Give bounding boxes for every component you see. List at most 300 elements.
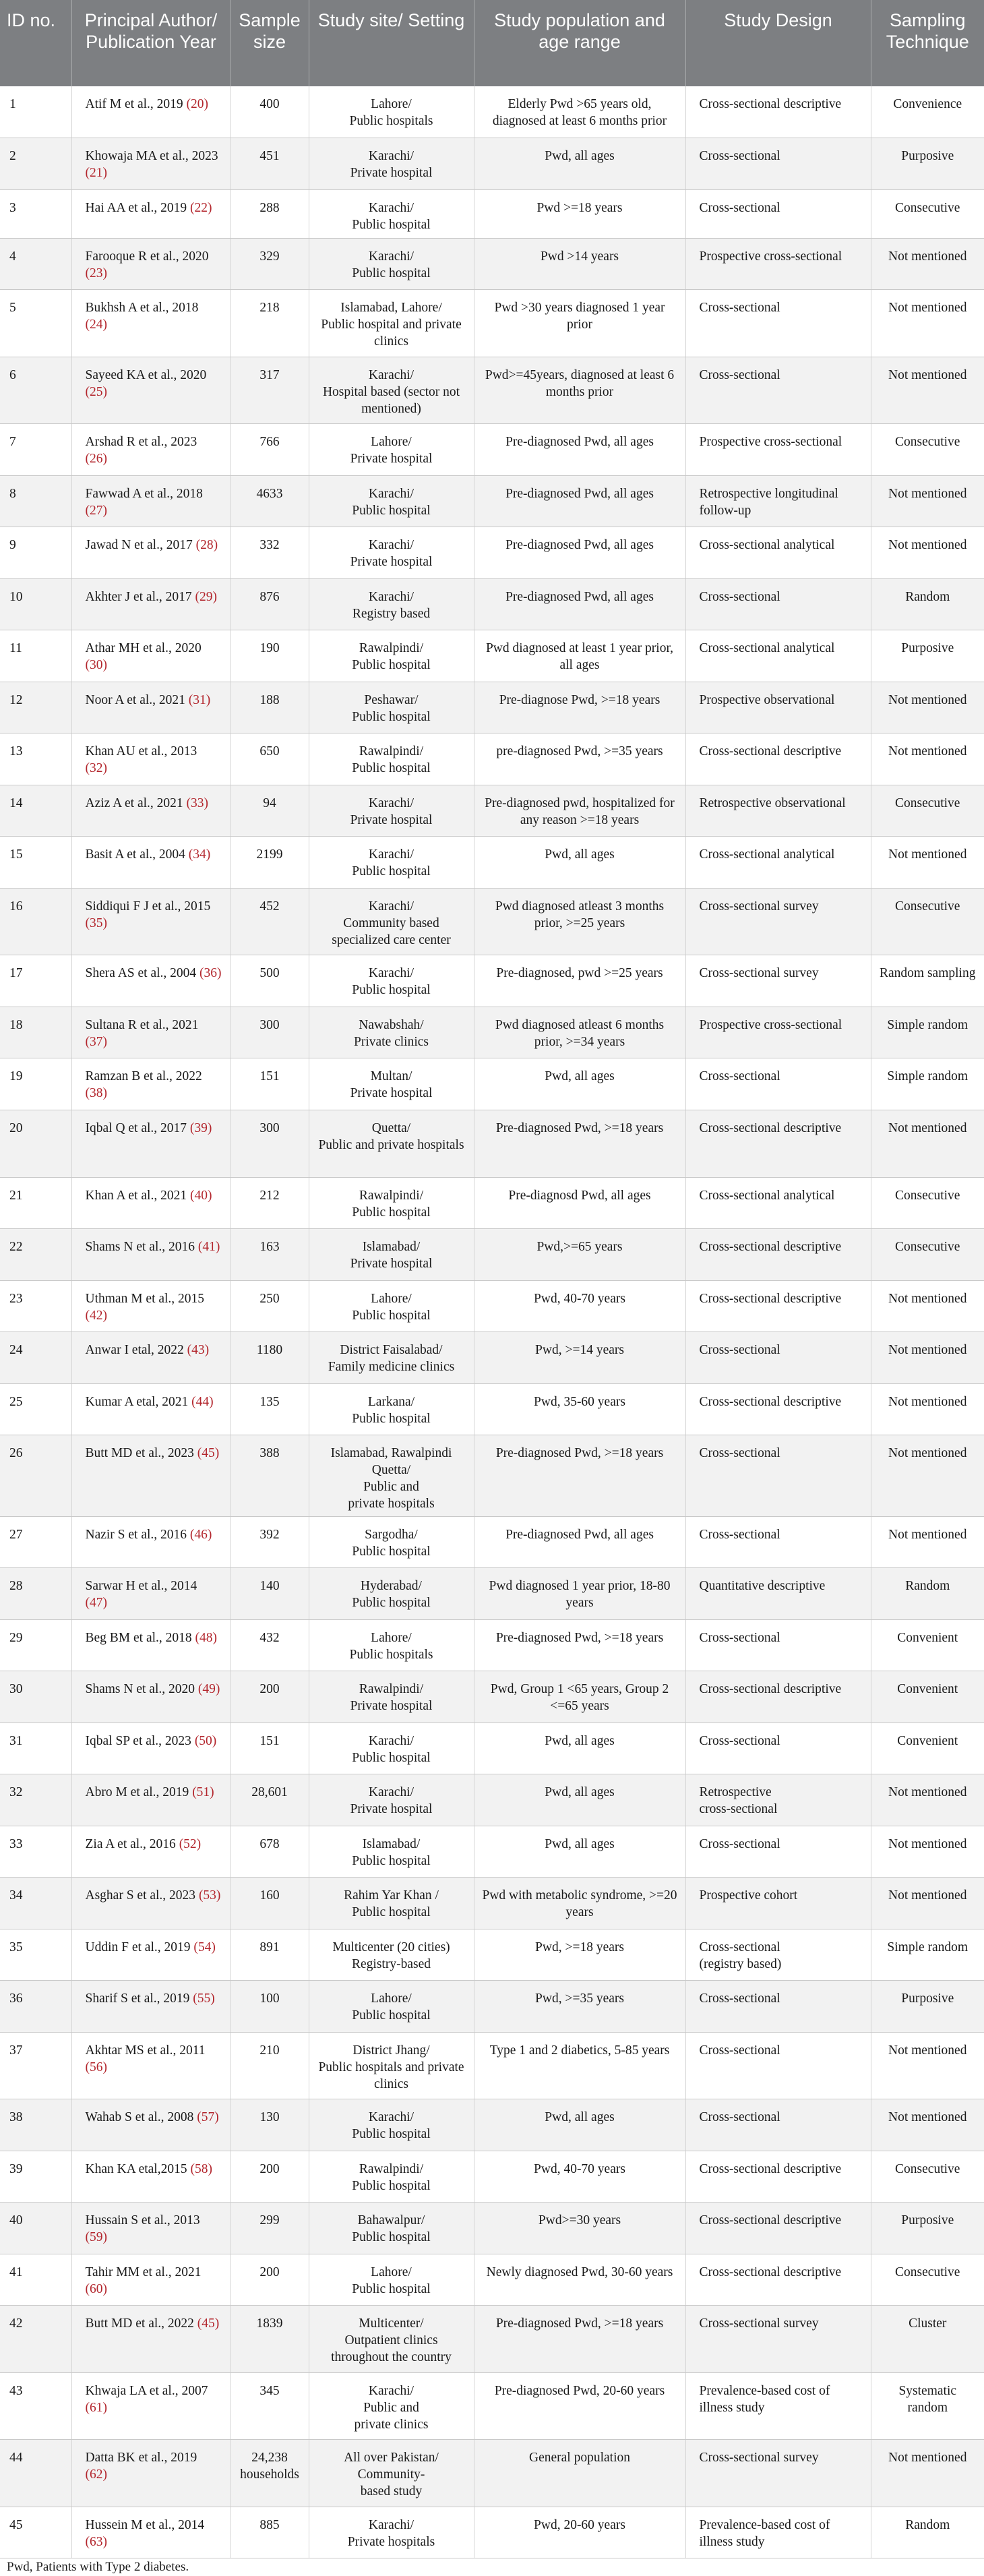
table-row	[0, 2439, 984, 2507]
cell-id: 42	[0, 2305, 71, 2372]
cell-design: Cross-sectional	[685, 189, 871, 238]
reference-link[interactable]: (20)	[186, 97, 209, 111]
author-text: Nazir S et al., 2016	[85, 1527, 187, 1542]
author-text: Uddin F et al., 2019	[85, 1940, 191, 1954]
cell-study-site: Karachi/ Private hospital	[309, 527, 474, 578]
cell-sampling: Not mentioned	[871, 836, 984, 888]
cell-study-site: Lahore/ Public hospitals	[309, 1619, 474, 1671]
cell-study-site: District Jhang/ Public hospitals and private clinics	[309, 2032, 474, 2099]
reference-link[interactable]: (58)	[190, 2161, 212, 2176]
author-text: Sultana R et al., 2021	[85, 1017, 199, 1032]
cell-design: Cross-sectional	[685, 1826, 871, 1877]
cell-design: Cross-sectional	[685, 1331, 871, 1383]
reference-link[interactable]: (63)	[85, 2534, 107, 2549]
cell-sampling: Consecutive	[871, 785, 984, 836]
cell-sampling: Convenient	[871, 1671, 984, 1723]
cell-population: Pwd >14 years	[474, 238, 685, 289]
reference-link[interactable]: (43)	[187, 1342, 210, 1357]
reference-link[interactable]: (27)	[85, 503, 107, 518]
cell-sample-size: 1839	[230, 2305, 309, 2372]
cell-design: Cross-sectional descriptive	[685, 2254, 871, 2305]
author-text: Khan KA etal,2015	[85, 2161, 187, 2176]
cell-population: Pwd, 40-70 years	[474, 1280, 685, 1331]
cell-study-site: Sargodha/ Public hospital	[309, 1516, 474, 1567]
cell-sample-size: 452	[230, 888, 309, 955]
cell-id: 38	[0, 2099, 71, 2151]
cell-population: Pwd, all ages	[474, 1723, 685, 1774]
table-row	[0, 357, 984, 423]
table-footnote: Pwd, Patients with Type 2 diabetes.	[7, 2560, 189, 2574]
cell-sample-size: 451	[230, 138, 309, 189]
cell-design: Cross-sectional	[685, 578, 871, 630]
table-row	[0, 1007, 984, 1058]
cell-author	[71, 2151, 230, 2202]
reference-link[interactable]: (45)	[197, 2316, 220, 2331]
reference-link[interactable]: (48)	[195, 1630, 218, 1645]
cell-author	[71, 2254, 230, 2305]
cell-author	[71, 1435, 230, 1516]
cell-population: Pwd, all ages	[474, 1058, 685, 1110]
cell-study-site: Karachi/ Public hospital	[309, 836, 474, 888]
cell-population: Pre-diagnosed pwd, hospitalized for any reason >=18 years	[474, 785, 685, 836]
cell-id: 26	[0, 1435, 71, 1516]
cell-id: 9	[0, 527, 71, 578]
table-row	[0, 1671, 984, 1723]
reference-link[interactable]: (45)	[197, 1445, 220, 1460]
cell-sample-size: 100	[230, 1980, 309, 2032]
cell-design: Quantitative descriptive	[685, 1567, 871, 1619]
author-text: Butt MD et al., 2022	[85, 2316, 194, 2331]
cell-population: Pre-diagnosed Pwd, all ages	[474, 1516, 685, 1567]
cell-sample-size: 332	[230, 527, 309, 578]
cell-id: 6	[0, 357, 71, 423]
reference-link[interactable]: (23)	[85, 266, 107, 280]
cell-design: Cross-sectional descriptive	[685, 1671, 871, 1723]
cell-study-site: Karachi/ Public hospital	[309, 2099, 474, 2151]
cell-study-site: Islamabad, Rawalpindi Quetta/ Public and private hospitals	[309, 1435, 474, 1516]
cell-sampling: Purposive	[871, 2202, 984, 2254]
reference-link[interactable]: (57)	[197, 2109, 219, 2124]
cell-population: Elderly Pwd >65 years old, diagnosed at least 6 months prior	[474, 86, 685, 138]
cell-id: 7	[0, 423, 71, 475]
cell-author	[71, 630, 230, 682]
cell-population: Pre-diagnosed Pwd, all ages	[474, 578, 685, 630]
cell-sampling: Not mentioned	[871, 1110, 984, 1177]
cell-id: 21	[0, 1177, 71, 1228]
cell-sampling: Random	[871, 1567, 984, 1619]
table-row	[0, 733, 984, 785]
cell-population: Pwd >=18 years	[474, 189, 685, 238]
cell-design: Cross-sectional survey	[685, 2439, 871, 2507]
cell-sample-size: 218	[230, 289, 309, 357]
table-row	[0, 2032, 984, 2099]
cell-author	[71, 733, 230, 785]
cell-sample-size: 210	[230, 2032, 309, 2099]
cell-sample-size: 392	[230, 1516, 309, 1567]
cell-population: pre-diagnosed Pwd, >=35 years	[474, 733, 685, 785]
reference-link[interactable]: (24)	[85, 317, 107, 332]
header-study-site: Study site/ Setting	[309, 0, 474, 86]
cell-design: Prospective cross-sectional	[685, 238, 871, 289]
cell-sample-size: 891	[230, 1929, 309, 1980]
cell-sample-size: 250	[230, 1280, 309, 1331]
cell-author	[71, 1228, 230, 1280]
reference-link[interactable]: (62)	[85, 2467, 107, 2482]
cell-id: 23	[0, 1280, 71, 1331]
cell-study-site: Islamabad/ Private hospital	[309, 1228, 474, 1280]
cell-population: General population	[474, 2439, 685, 2507]
reference-link[interactable]: (54)	[193, 1940, 216, 1954]
cell-design: Cross-sectional descriptive	[685, 86, 871, 138]
cell-design: Retrospective cross-sectional	[685, 1774, 871, 1826]
reference-link[interactable]: (34)	[188, 847, 211, 862]
cell-sample-size: 200	[230, 2151, 309, 2202]
reference-link[interactable]: (35)	[85, 916, 107, 930]
cell-design: Cross-sectional descriptive	[685, 1110, 871, 1177]
cell-sampling: Consecutive	[871, 1177, 984, 1228]
table-row	[0, 189, 984, 238]
cell-id: 43	[0, 2372, 71, 2439]
cell-population: Pwd, Group 1 <65 years, Group 2 <=65 years	[474, 1671, 685, 1723]
cell-population: Pre-diagnosed Pwd, 20-60 years	[474, 2372, 685, 2439]
author-text: Ramzan B et al., 2022	[85, 1069, 202, 1083]
cell-population: Pwd, all ages	[474, 138, 685, 189]
cell-author	[71, 2507, 230, 2558]
cell-author	[71, 1929, 230, 1980]
reference-link[interactable]: (55)	[193, 1991, 215, 2006]
cell-sample-size: 160	[230, 1877, 309, 1929]
reference-link[interactable]: (33)	[186, 796, 209, 810]
cell-author	[71, 888, 230, 955]
cell-sample-size: 151	[230, 1723, 309, 1774]
cell-study-site: Rahim Yar Khan / Public hospital	[309, 1877, 474, 1929]
cell-id: 40	[0, 2202, 71, 2254]
cell-sample-size: 200	[230, 2254, 309, 2305]
table-row	[0, 1980, 984, 2032]
author-text: Sarwar H et al., 2014	[85, 1578, 197, 1593]
cell-author	[71, 1177, 230, 1228]
cell-study-site: Karachi/ Private hospitals	[309, 2507, 474, 2558]
author-text: Sayeed KA et al., 2020	[85, 367, 207, 382]
cell-id: 28	[0, 1567, 71, 1619]
cell-sample-size: 1180	[230, 1331, 309, 1383]
cell-author	[71, 527, 230, 578]
cell-sample-size: 329	[230, 238, 309, 289]
cell-sample-size: 163	[230, 1228, 309, 1280]
cell-population: Newly diagnosed Pwd, 30-60 years	[474, 2254, 685, 2305]
cell-sampling: Consecutive	[871, 189, 984, 238]
cell-study-site: Rawalpindi/ Public hospital	[309, 2151, 474, 2202]
table-row	[0, 1877, 984, 1929]
reference-link[interactable]: (46)	[189, 1527, 212, 1542]
table-row	[0, 475, 984, 527]
cell-author	[71, 955, 230, 1007]
cell-author	[71, 836, 230, 888]
cell-sample-size: 766	[230, 423, 309, 475]
cell-design: Prospective cross-sectional	[685, 423, 871, 475]
cell-id: 8	[0, 475, 71, 527]
table-row	[0, 1516, 984, 1567]
reference-link[interactable]: (26)	[85, 451, 107, 466]
cell-author	[71, 1331, 230, 1383]
cell-id: 27	[0, 1516, 71, 1567]
author-text: Tahir MM et al., 2021	[85, 2265, 202, 2279]
reference-link[interactable]: (29)	[195, 589, 218, 604]
author-text: Siddiqui F J et al., 2015	[85, 899, 211, 913]
reference-link[interactable]: (32)	[85, 760, 107, 775]
cell-id: 4	[0, 238, 71, 289]
table-row	[0, 1567, 984, 1619]
author-text: Fawwad A et al., 2018	[85, 486, 203, 501]
reference-link[interactable]: (49)	[197, 1681, 220, 1696]
cell-population: Pre-diagnosed, pwd >=25 years	[474, 955, 685, 1007]
cell-sample-size: 678	[230, 1826, 309, 1877]
cell-sampling: Not mentioned	[871, 1877, 984, 1929]
reference-link[interactable]: (41)	[197, 1239, 220, 1254]
reference-link[interactable]: (47)	[85, 1595, 107, 1610]
cell-population: Pwd diagnosed atleast 6 months prior, >=34 years	[474, 1007, 685, 1058]
cell-id: 15	[0, 836, 71, 888]
cell-study-site: Islamabad/ Public hospital	[309, 1826, 474, 1877]
cell-sampling: Purposive	[871, 630, 984, 682]
reference-link[interactable]: (36)	[199, 965, 222, 980]
cell-sampling: Consecutive	[871, 423, 984, 475]
reference-link[interactable]: (59)	[85, 2229, 107, 2244]
cell-sampling: Convenient	[871, 1723, 984, 1774]
cell-sampling: Not mentioned	[871, 289, 984, 357]
cell-study-site: Lahore/ Public hospital	[309, 1280, 474, 1331]
cell-study-site: Karachi/ Public hospital	[309, 955, 474, 1007]
cell-population: Pwd diagnosed 1 year prior, 18-80 years	[474, 1567, 685, 1619]
table-row	[0, 289, 984, 357]
cell-author	[71, 1723, 230, 1774]
cell-sampling: Purposive	[871, 138, 984, 189]
cell-author	[71, 2305, 230, 2372]
cell-study-site: Karachi/ Public hospital	[309, 238, 474, 289]
cell-id: 25	[0, 1383, 71, 1435]
cell-author	[71, 1671, 230, 1723]
author-text: Uthman M et al., 2015	[85, 1291, 205, 1306]
cell-design: Cross-sectional	[685, 1619, 871, 1671]
table-header	[0, 0, 984, 86]
cell-sampling: Not mentioned	[871, 357, 984, 423]
cell-sample-size: 388	[230, 1435, 309, 1516]
cell-design: Cross-sectional	[685, 2032, 871, 2099]
cell-id: 17	[0, 955, 71, 1007]
cell-study-site: Karachi/ Registry based	[309, 578, 474, 630]
cell-sampling: Cluster	[871, 2305, 984, 2372]
cell-design: Cross-sectional survey	[685, 955, 871, 1007]
header-sample-size: Sample size	[230, 0, 309, 86]
cell-design: Cross-sectional survey	[685, 888, 871, 955]
reference-link[interactable]: (25)	[85, 384, 107, 399]
cell-population: Pwd with metabolic syndrome, >=20 years	[474, 1877, 685, 1929]
cell-population: Pwd, 40-70 years	[474, 2151, 685, 2202]
cell-population: Pwd, all ages	[474, 1826, 685, 1877]
cell-author	[71, 1110, 230, 1177]
cell-sampling: Convenient	[871, 1619, 984, 1671]
cell-study-site: Peshawar/ Public hospital	[309, 682, 474, 733]
reference-link[interactable]: (30)	[85, 657, 107, 672]
reference-link[interactable]: (39)	[189, 1120, 212, 1135]
reference-link[interactable]: (52)	[179, 1836, 202, 1851]
cell-sampling: Convenience	[871, 86, 984, 138]
cell-author	[71, 2032, 230, 2099]
table-row	[0, 630, 984, 682]
reference-link[interactable]: (61)	[85, 2400, 107, 2415]
reference-link[interactable]: (31)	[188, 692, 211, 707]
cell-sample-size: 650	[230, 733, 309, 785]
table-row	[0, 888, 984, 955]
cell-study-site: Multicenter (20 cities) Registry-based	[309, 1929, 474, 1980]
cell-design: Cross-sectional	[685, 1435, 871, 1516]
cell-design: Cross-sectional descriptive	[685, 1383, 871, 1435]
table-row	[0, 2305, 984, 2372]
cell-id: 1	[0, 86, 71, 138]
author-text: Hussein M et al., 2014	[85, 2517, 205, 2532]
cell-id: 19	[0, 1058, 71, 1110]
cell-design: Retrospective longitudinal follow-up	[685, 475, 871, 527]
author-text: Arshad R et al., 2023	[85, 434, 197, 449]
cell-sample-size: 200	[230, 1671, 309, 1723]
cell-id: 2	[0, 138, 71, 189]
cell-author	[71, 1826, 230, 1877]
reference-link[interactable]: (60)	[85, 2281, 107, 2296]
cell-population: Pwd, 35-60 years	[474, 1383, 685, 1435]
cell-design: Cross-sectional analytical	[685, 1177, 871, 1228]
cell-sample-size: 288	[230, 189, 309, 238]
reference-link[interactable]: (44)	[191, 1394, 214, 1409]
cell-design: Cross-sectional survey	[685, 2305, 871, 2372]
cell-id: 5	[0, 289, 71, 357]
cell-sampling: Not mentioned	[871, 527, 984, 578]
cell-population: Pre-diagnosed Pwd, >=18 years	[474, 1110, 685, 1177]
author-text: Atif M et al., 2019	[85, 97, 183, 111]
cell-author	[71, 1980, 230, 2032]
table-row	[0, 955, 984, 1007]
header-id: ID no.	[0, 0, 71, 86]
cell-population: Pwd, all ages	[474, 1774, 685, 1826]
reference-link[interactable]: (21)	[85, 165, 107, 180]
cell-id: 18	[0, 1007, 71, 1058]
cell-sampling: Systematic random	[871, 2372, 984, 2439]
cell-author	[71, 2202, 230, 2254]
author-text: Shams N et al., 2020	[85, 1681, 195, 1696]
cell-study-site: Karachi/ Public and private clinics	[309, 2372, 474, 2439]
author-text: Akhtar MS et al., 2011	[85, 2043, 206, 2058]
cell-id: 11	[0, 630, 71, 682]
header-sampling: Sampling Technique	[871, 0, 984, 86]
cell-study-site: Hyderabad/ Public hospital	[309, 1567, 474, 1619]
cell-sample-size: 885	[230, 2507, 309, 2558]
cell-study-site: Rawalpindi/ Private hospital	[309, 1671, 474, 1723]
cell-population: Pwd, >=35 years	[474, 1980, 685, 2032]
cell-population: Pwd, all ages	[474, 2099, 685, 2151]
cell-sampling: Not mentioned	[871, 1516, 984, 1567]
cell-sampling: Not mentioned	[871, 238, 984, 289]
cell-sample-size: 432	[230, 1619, 309, 1671]
cell-author	[71, 1619, 230, 1671]
reference-link[interactable]: (37)	[85, 1034, 107, 1049]
reference-link[interactable]: (56)	[85, 2060, 107, 2074]
reference-link[interactable]: (22)	[189, 200, 212, 215]
cell-study-site: Lahore/ Public hospital	[309, 2254, 474, 2305]
reference-link[interactable]: (51)	[192, 1785, 214, 1799]
cell-sampling: Not mentioned	[871, 475, 984, 527]
table-row	[0, 2507, 984, 2558]
cell-population: Pwd>=30 years	[474, 2202, 685, 2254]
author-text: Shera AS et al., 2004	[85, 965, 197, 980]
reference-link[interactable]: (53)	[198, 1888, 221, 1903]
reference-link[interactable]: (50)	[194, 1733, 217, 1748]
cell-sample-size: 300	[230, 1110, 309, 1177]
reference-link[interactable]: (40)	[189, 1188, 212, 1203]
cell-author	[71, 578, 230, 630]
author-text: Khan A et al., 2021	[85, 1188, 187, 1203]
cell-study-site: Karachi/ Community based specialized care center	[309, 888, 474, 955]
author-text: Shams N et al., 2016	[85, 1239, 195, 1254]
cell-sample-size: 317	[230, 357, 309, 423]
cell-study-site: Islamabad, Lahore/ Public hospital and private clinics	[309, 289, 474, 357]
cell-design: Cross-sectional analytical	[685, 630, 871, 682]
cell-sample-size: 300	[230, 1007, 309, 1058]
author-text: Hai AA et al., 2019	[85, 200, 187, 215]
author-text: Abro M et al., 2019	[85, 1785, 189, 1799]
cell-population: Type 1 and 2 diabetics, 5-85 years	[474, 2032, 685, 2099]
cell-author	[71, 2099, 230, 2151]
cell-author	[71, 289, 230, 357]
cell-sample-size: 188	[230, 682, 309, 733]
reference-link[interactable]: (28)	[195, 537, 218, 552]
author-text: Datta BK et al., 2019	[85, 2450, 197, 2465]
reference-link[interactable]: (38)	[85, 1085, 107, 1100]
table-row	[0, 1826, 984, 1877]
cell-sampling: Not mentioned	[871, 682, 984, 733]
cell-design: Cross-sectional	[685, 1980, 871, 2032]
cell-author	[71, 86, 230, 138]
header-design: Study Design	[685, 0, 871, 86]
reference-link[interactable]: (42)	[85, 1308, 107, 1323]
cell-study-site: All over Pakistan/ Community- based study	[309, 2439, 474, 2507]
cell-id: 13	[0, 733, 71, 785]
author-text: Iqbal SP et al., 2023	[85, 1733, 191, 1748]
cell-design: Cross-sectional	[685, 1058, 871, 1110]
cell-design: Prevalence-based cost of illness study	[685, 2507, 871, 2558]
cell-sample-size: 400	[230, 86, 309, 138]
cell-design: Cross-sectional analytical	[685, 836, 871, 888]
cell-design: Cross-sectional analytical	[685, 527, 871, 578]
cell-author	[71, 423, 230, 475]
cell-id: 33	[0, 1826, 71, 1877]
cell-author	[71, 1383, 230, 1435]
author-text: Iqbal Q et al., 2017	[85, 1120, 187, 1135]
cell-study-site: Rawalpindi/ Public hospital	[309, 733, 474, 785]
cell-design: Cross-sectional descriptive	[685, 733, 871, 785]
cell-study-site: Multan/ Private hospital	[309, 1058, 474, 1110]
cell-author	[71, 2439, 230, 2507]
cell-study-site: Lahore/ Public hospital	[309, 1980, 474, 2032]
author-text: Khan AU et al., 2013	[85, 744, 197, 758]
cell-population: Pre-diagnosed Pwd, all ages	[474, 475, 685, 527]
cell-id: 10	[0, 578, 71, 630]
table-row	[0, 1177, 984, 1228]
cell-sampling: Not mentioned	[871, 1826, 984, 1877]
cell-sampling: Random	[871, 578, 984, 630]
table-row	[0, 1435, 984, 1516]
cell-sample-size: 876	[230, 578, 309, 630]
author-text: Khwaja LA et al., 2007	[85, 2383, 208, 2398]
author-text: Wahab S et al., 2008	[85, 2109, 194, 2124]
